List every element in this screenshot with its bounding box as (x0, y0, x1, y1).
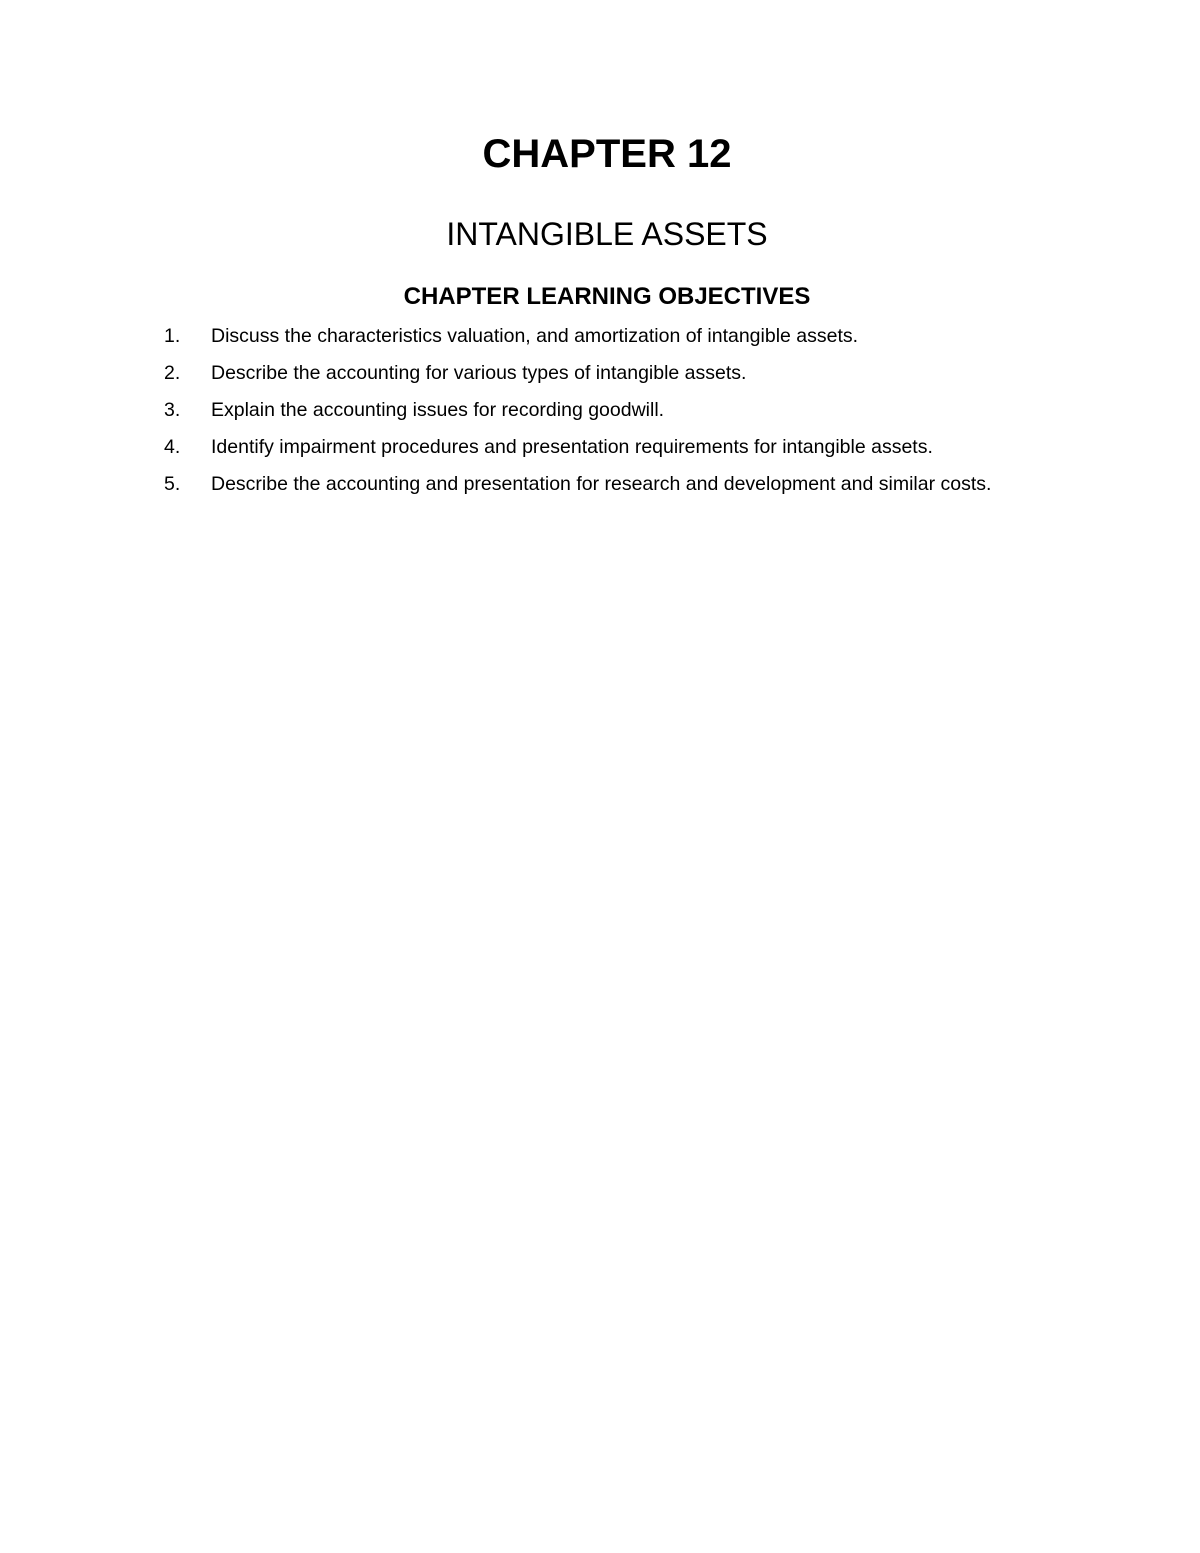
objective-number: 5. (164, 473, 181, 495)
objective-number: 2. (164, 362, 181, 384)
objective-text: Discuss the characteristics valuation, and amortization of intangible assets. (211, 325, 859, 347)
objective-text: Identify impairment procedures and presentation requirements for intangible assets. (211, 436, 933, 458)
objective-item-3 (164, 397, 1034, 423)
objective-text: Explain the accounting issues for recording goodwill. (211, 399, 665, 421)
chapter-title: INTANGIBLE ASSETS (446, 216, 768, 252)
objective-text: Describe the accounting and presentation for research and development and similar costs. (211, 473, 992, 495)
objective-number: 3. (164, 399, 181, 421)
objective-item-5 (164, 471, 1034, 497)
objective-text: Describe the accounting for various types of intangible assets. (211, 362, 747, 384)
objective-number: 1. (164, 325, 181, 347)
objective-item-1 (164, 323, 1034, 349)
objectives-list (164, 323, 1034, 508)
chapter-number: CHAPTER 12 (482, 132, 732, 176)
objective-number: 4. (164, 436, 181, 458)
objective-item-2 (164, 360, 1034, 386)
objectives-heading: CHAPTER LEARNING OBJECTIVES (403, 283, 811, 310)
objective-item-4 (164, 434, 1034, 460)
